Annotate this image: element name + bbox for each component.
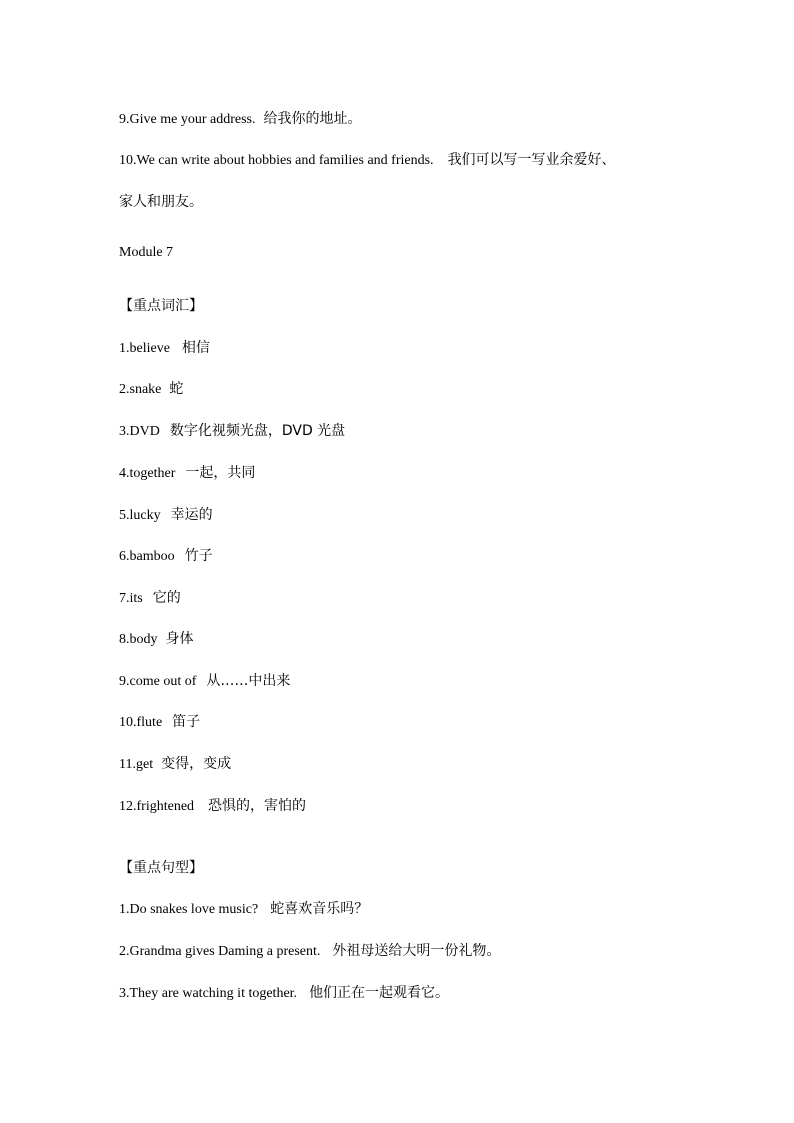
vocab-chinese: 蛇 [169,381,184,397]
vocab-chinese: 一起，共同 [185,465,256,481]
sentence-english: 10.We can write about hobbies and families and friends. [119,153,434,168]
vocab-item-7 [119,589,181,608]
vocab-chinese: 相信 [181,340,210,356]
vocab-item-2 [119,380,183,399]
vocab-english: 5.lucky [119,508,161,523]
vocab-chinese: 它的 [152,590,181,606]
sentence-english: 2.Grandma gives Daming a present. [119,944,321,959]
vocab-chinese: 幸运的 [170,507,213,523]
vocab-english: 8.body [119,632,158,647]
key-sentence-2 [119,942,500,961]
vocab-item-4 [119,464,255,483]
vocab-chinese: 竹子 [184,548,213,564]
vocab-english: 2.snake [119,382,162,397]
sentence-english: 1.Do snakes love music? [119,902,259,917]
vocab-chinese: 身体 [165,631,194,647]
vocab-item-12 [119,797,306,816]
vocab-english: 4.together [119,466,176,481]
vocab-item-1 [119,339,210,358]
intro-sentence-9 [119,110,361,129]
sentence-chinese: 蛇喜欢音乐吗？ [270,901,369,917]
intro-sentence-10 [119,151,616,170]
vocab-item-11 [119,755,231,774]
sentence-chinese: 我们可以写一写业余爱好、 [447,152,616,168]
vocab-chinese: 恐惧的，害怕的 [208,798,307,814]
sentence-english: 3.They are watching it together. [119,986,298,1001]
vocab-chinese: 变得，变成 [161,756,232,772]
vocab-heading: 【重点词汇】 [119,298,203,314]
vocab-item-3 [119,422,345,441]
vocab-item-8 [119,630,194,649]
sentence-chinese: 他们正在一起观看它。 [309,985,450,1001]
intro-continuation: 家人和朋友。 [119,194,203,210]
sentence-english: 9.Give me your address. [119,112,256,127]
sentence-chinese: 给我你的地址。 [263,111,362,127]
vocab-item-9 [119,672,290,691]
vocab-chinese: 从……中出来 [206,673,291,689]
key-sentence-1 [119,900,368,919]
sentence-chinese: 外祖母送给大明一份礼物。 [332,943,501,959]
vocab-english: 1.believe [119,341,170,356]
vocab-english: 10.flute [119,715,163,730]
vocab-item-10 [119,713,200,732]
vocab-english: 7.its [119,591,143,606]
vocab-english: 9.come out of [119,674,197,689]
vocab-english: 3.DVD [119,424,160,439]
sentence-heading: 【重点句型】 [119,860,203,876]
module-title: Module 7 [119,245,174,260]
vocab-chinese: 数字化视频光盘，DVD 光盘 [169,423,346,439]
vocab-english: 12.frightened [119,799,195,814]
vocab-chinese: 笛子 [172,714,201,730]
key-sentence-3 [119,984,449,1003]
vocab-english: 6.bamboo [119,549,175,564]
vocab-item-5 [119,506,213,525]
vocab-english: 11.get [119,757,154,772]
vocab-item-6 [119,547,213,566]
